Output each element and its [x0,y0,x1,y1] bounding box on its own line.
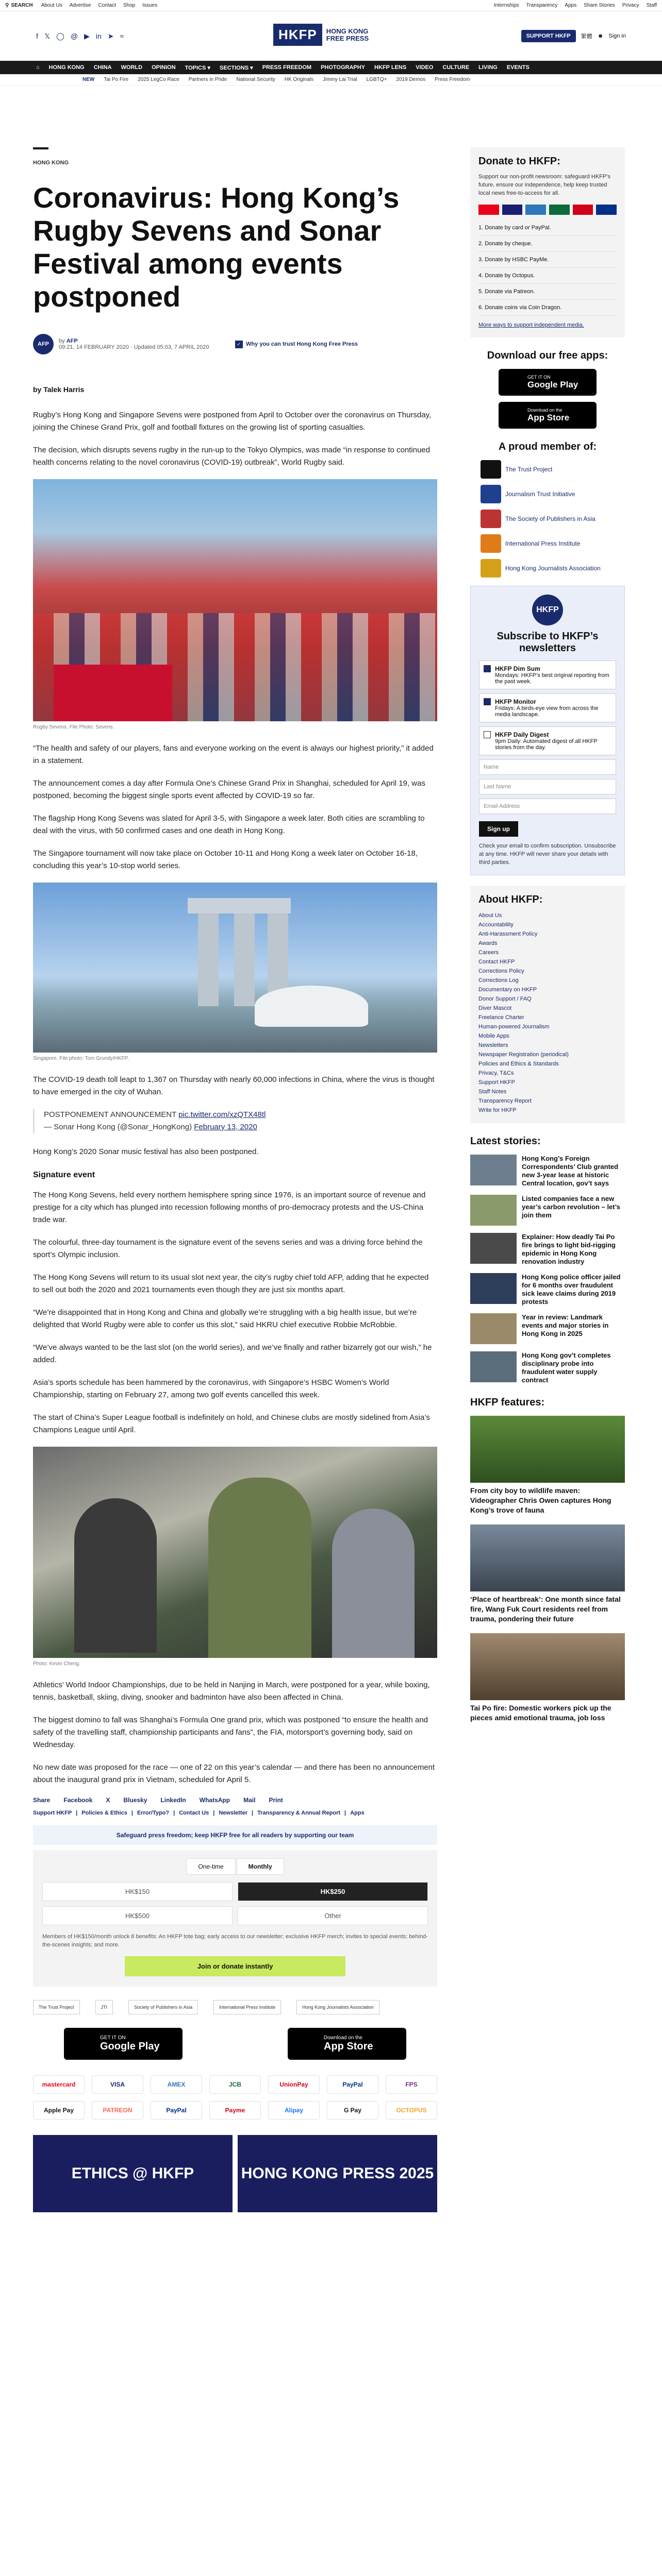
sidebar [470,147,625,1732]
top-nav [41,3,158,8]
last-name-input[interactable]: Last Name [479,779,616,794]
jti-icon [481,485,501,503]
payment-logo: mastercard [33,2075,85,2094]
share-facebook[interactable]: Facebook [63,1797,93,1804]
nav-item[interactable]: EVENTS [506,64,529,71]
linkedin-icon[interactable]: in [95,31,102,40]
sopa-logo[interactable]: Society of Publishers in Asia [128,2000,198,2014]
top-link-share-stories[interactable]: Share Stories [584,3,615,8]
donate-method[interactable]: 3. Donate by HSBC PayMe. [478,252,617,268]
about-link[interactable]: Diver Mascot [478,1005,512,1011]
article [33,147,437,2212]
top-link-apps[interactable]: Apps [565,3,577,8]
nav-item[interactable]: PRESS FREEDOM [262,64,312,71]
share-mail[interactable]: Mail [243,1797,256,1804]
payment-methods [33,2075,437,2120]
donate-method[interactable]: 4. Donate by Octopus. [478,268,617,284]
masked-commuters-photo [33,1447,437,1658]
member-logos [33,2000,437,2014]
nav-home-icon[interactable]: ⌂ [36,64,40,71]
visa-icon [502,205,523,215]
payment-logo: JCB [209,2075,261,2094]
nav-item[interactable]: LIVING [478,64,498,71]
photo-caption: Singapore. File photo: Tom Grundy/HKFP. [33,1056,129,1061]
article-paragraph: Athletics’ World Indoor Championships, due to be held in Nanjing in March, were postponed for a year, while boxing, tennis, basketball, skiing, diving, snooker and badminton have also been affected in China. [33,1681,430,1702]
donate-method[interactable]: 6. Donate coins via Coin Dragon. [478,300,617,316]
footer-link[interactable]: Apps [350,1810,365,1816]
about-link[interactable]: Human-powered Journalism [478,1024,550,1030]
payment-logo: UnionPay [268,2075,320,2094]
person-shape [74,1498,157,1653]
share-label: Share [33,1797,51,1804]
apps-title: Download our free apps: [487,350,608,361]
promo-banners [33,2135,437,2212]
footer-link[interactable]: Support HKFP [33,1810,72,1816]
jti-logo[interactable]: JTI [95,2000,113,2014]
about-link[interactable]: Corrections Log [478,977,519,984]
article-paragraph: The COVID-19 death toll leapt to 1,367 on Thursday with nearly 60,000 infections in China, where the virus is thought to have emerged in the city of Wuhan. [33,1075,435,1096]
tweet-date-link[interactable]: February 13, 2020 [194,1123,257,1131]
share-whatsapp[interactable]: WhatsApp [199,1797,230,1804]
top-link-about[interactable]: About Us [41,3,62,8]
payment-logo: PayPal [327,2075,378,2094]
payment-logo: PayPal [151,2101,202,2120]
tab-monthly[interactable]: Monthly [237,1858,284,1875]
sidebar-app-store-badge[interactable]: Download on the App Store [499,402,597,429]
sopa-icon [481,510,501,528]
about-link[interactable]: Support HKFP [478,1079,515,1086]
article-paragraph: The decision, which disrupts sevens rugby in the run-up to the Tokyo Olympics, was made “in response to continued health concerns relating to the novel coronavirus (COVID-19) outbreak”, World Rugby said. [33,446,431,467]
site-logo[interactable] [273,24,369,46]
payment-logo: FPS [386,2075,437,2094]
about-link[interactable]: Transparency Report [478,1098,532,1104]
logo-text: HONG KONG FREE PRESS [326,27,369,42]
top-right-links [494,3,657,8]
share-print[interactable]: Print [269,1797,283,1804]
article-paragraph: The colourful, three-day tournament is the signature event of the sevens series and was a driving force behind the sport’s Olympic inclusion. [33,1238,423,1259]
story-thumbnail [470,1351,517,1382]
donate-text: Support our non-profit newsroom: safeguard HKFP’s future, ensure our independence, help keep trusted local news free-to-access for all. [478,174,610,196]
trending-link[interactable]: Press Freedom [435,77,470,82]
donate-methods [478,220,617,316]
threads-icon[interactable]: @ [70,31,78,40]
x-icon[interactable]: 𝕏 [44,31,51,40]
about-link[interactable]: Donor Support / FAQ [478,996,532,1002]
flag-shape [54,665,172,721]
article-paragraph: “The health and safety of our players, fans and everyone working on the event is always our highest priority,” it added in a statement. [33,744,434,765]
article-category[interactable]: HONG KONG [33,147,437,166]
latest-story[interactable]: Year in review: Landmark events and major stories in Hong Kong in 2025 [470,1313,625,1344]
about-link[interactable]: Anti-Harassment Policy [478,931,538,937]
social-links [36,32,124,41]
article-footer-links: Support HKFP | Policies & Ethics | Error/Typo? | Contact Us | Newsletter | Transparency & Annual Report | Apps [33,1810,365,1816]
safeguard-banner[interactable]: Safeguard press freedom; keep HKFP free for all readers by supporting our team [33,1825,437,1845]
top-link-issues[interactable]: Issues [142,3,158,8]
search-icon: ⚲ [5,3,9,8]
story-thumbnail [470,1273,517,1304]
tower-shape [234,913,255,1006]
features-title: HKFP features: [470,1397,545,1408]
newsletter-title: Subscribe to HKFP’s newsletters [496,631,599,654]
about-link[interactable]: Newsletters [478,1042,508,1048]
feature-thumbnail [470,1633,625,1700]
about-link[interactable]: Awards [478,940,498,946]
nav-item[interactable]: HONG KONG [48,64,85,71]
photo-caption: Rugby Sevens. File Photo: Sevens. [33,724,114,730]
amount-option[interactable]: HK$150 [42,1882,233,1901]
about-link[interactable]: Contact HKFP [478,959,515,965]
newsletter-option[interactable]: HKFP Dim Sum Mondays: HKFP’s best original reporting from the past week. [479,660,616,689]
article-paragraph: “We’re disappointed that in Hong Kong and China and globally we’re struggling with a big health issue, but we’re delighted that World Rugby were able to confer us this slot,” said HKRU chief executive Robbie McRobbie. [33,1308,417,1329]
tower-shape [198,913,219,1006]
about-link[interactable]: Mobile Apps [478,1033,509,1039]
trending-link[interactable]: Partners in Pride [188,77,227,82]
footer-link[interactable]: Error/Typo? [137,1810,170,1816]
checkbox-checked[interactable] [484,698,491,705]
instagram-icon[interactable]: ◯ [56,31,64,40]
about-link[interactable]: Policies and Ethics & Standards [478,1061,559,1067]
trending-link[interactable]: 2025 LegCo Race [138,77,179,82]
donate-title: Donate to HKFP: [478,156,560,167]
about-link[interactable]: Newspaper Registration (periodical) [478,1052,569,1058]
join-donate-button[interactable]: Join or donate instantly [125,1956,345,1976]
nav-item[interactable]: CULTURE [442,64,470,71]
amount-option[interactable]: HK$500 [42,1906,233,1925]
youtube-icon[interactable]: ▶ [84,31,90,40]
about-link[interactable]: Corrections Policy [478,968,524,974]
payment-logo: OCTOPUS [386,2101,437,2120]
donation-amounts [42,1882,428,1925]
about-box [470,886,625,1123]
nav-item[interactable]: PHOTOGRAPHY [321,64,366,71]
about-links [478,911,617,1115]
article-paragraph: The Hong Kong Sevens, held every northern hemisphere spring since 1976, is an important source of revenue and prestige for a city which has plunged into recession following months of pro-democracy protests and the US-China trade war. [33,1191,426,1224]
payment-logo: Alipay [268,2101,320,2120]
donate-method[interactable]: 1. Donate by card or PayPal. [478,220,617,236]
support-hkfp-button[interactable]: SUPPORT HKFP [521,30,576,42]
article-dates: 09:21, 14 FEBRUARY 2020 · Updated 05:03, 7 APRIL 2020 [59,344,209,350]
donation-widget [33,1850,437,1987]
embedded-tweet: POSTPONEMENT ANNOUNCEMENT pic.twitter.com/xzQTX48tl — Sonar Hong Kong (@Sonar_HongKong) February 13, 2020 [33,1109,437,1133]
amount-option-other[interactable]: Other [238,1906,428,1925]
paypal-icon [596,205,617,215]
donate-box [470,147,625,337]
museum-shape [255,986,368,1027]
main-nav [0,61,662,74]
article-title: Coronavirus: Hong Kong’s Rugby Sevens and Sonar Festival among events postponed [33,181,400,313]
latest-story[interactable]: Explainer: How deadly Tai Po fire brings to light bid-rigging epidemic in Hong Kong renovation industry [470,1233,625,1266]
jcb-icon [549,205,570,215]
feature-story[interactable]: ‘Place of heartbreak’: One month since fatal fire, Wang Fuk Court residents reel from trauma, pondering their future [470,1524,625,1624]
article-paragraph: The Hong Kong Sevens will return to its usual slot next year, the city’s rugby chief told AFP, adding that he expected to sell out both the 2020 and 2021 tournaments even though they are just six months apart. [33,1273,429,1294]
search-link[interactable]: ⚲ SEARCH [5,3,33,8]
story-thumbnail [470,1313,517,1344]
about-link[interactable]: About Us [478,912,502,919]
article-paragraph: No new date was proposed for the race — one of 22 on this year’s calendar — and there has been no announcement about the inaugural grand prix in Vietnam, scheduled for April 5. [33,1763,435,1784]
language-toggle[interactable]: 繁體 [581,33,592,40]
article-paragraph: “We’ve always wanted to be the last slot (on the world series), and we’ve finally and rather bizarrely got our wish,” he added. [33,1343,432,1364]
member-item[interactable]: Hong Kong Journalists Association [481,559,615,578]
newsletter-note: Check your email to confirm subscription. Unsubscribe at any time. HKFP will never share your details with third parties. [479,843,616,866]
nav-item[interactable]: OPINION [152,64,176,71]
checkbox[interactable] [484,731,491,738]
member-item[interactable]: Journalism Trust Initiative [481,485,615,503]
donate-method[interactable]: 2. Donate by cheque. [478,236,617,252]
article-paragraph: The start of China’s Super League football is indefinitely on hold, and Chinese clubs are mostly sidelined from Asia’s Champions League until April. [33,1413,430,1434]
checkbox-checked[interactable] [484,665,491,672]
member-item[interactable]: International Press Institute [481,534,615,553]
feature-thumbnail [470,1416,625,1483]
share-bar [33,1797,437,1804]
app-store-badges [64,2028,406,2060]
singapore-photo [33,883,437,1053]
sidebar-google-play-badge[interactable]: GET IT ON Google Play [499,369,597,396]
ipi-logo[interactable]: International Press Institute [213,2000,281,2014]
feature-thumbnail [470,1524,625,1591]
payment-logo: PATREON [92,2101,143,2120]
trust-project-logo[interactable]: The Trust Project [33,2000,80,2014]
payment-logo: VISA [92,2075,143,2094]
email-input[interactable]: Email Address [479,799,616,814]
article-paragraph: Hong Kong’s 2020 Sonar music festival has also been postponed. [33,1147,259,1156]
latest-story[interactable]: Hong Kong gov’t completes disciplinary probe into fraudulent water supply contract [470,1351,625,1384]
nav-item[interactable]: CHINA [93,64,112,71]
trust-project-icon [481,460,501,479]
top-link-contact[interactable]: Contact [98,3,116,8]
about-link[interactable]: Privacy, T&Cs [478,1070,514,1076]
article-paragraph: The flagship Hong Kong Sevens was slated for April 3-5, with Singapore a week later. Both cities are scrambling to deal with the virus, with 50 confirmed cases and one death in Hong Kong. [33,814,425,835]
telegram-icon[interactable]: ➤ [107,31,114,40]
trending-link[interactable]: LGBTQ+ [366,77,387,82]
sign-in-link[interactable]: Sign in [608,33,626,39]
payment-logo: Payme [209,2101,261,2120]
trending-link[interactable]: HK Originals [284,77,313,82]
feature-story[interactable]: From city boy to wildlife maven: Videographer Chris Owen captures Hong Kong’s trove of fauna [470,1416,625,1515]
logo-mark: HKFP [273,24,322,46]
newsletter-option[interactable]: HKFP Monitor Fridays: A birds-eye view from across the media landscape. [479,693,616,722]
newsletter-badge: HKFP [532,595,563,625]
trending-nav [0,74,662,86]
about-link[interactable]: Freelance Charter [478,1014,524,1021]
article-paragraph: Asia’s sports schedule has been hammered by the coronavirus, with Singapore’s HSBC Women’s World Championship, starting on February 27, among two golf events cancelled this week. [33,1378,389,1399]
article-paragraph: The Singapore tournament will now take place on October 10-11 and Hong Kong a week later on October 16-18, concluding this year’s 10-stop world series. [33,849,418,870]
trust-link[interactable]: ✓ Why you can trust Hong Kong Free Press [235,341,358,348]
member-title: A proud member of: [498,441,597,452]
share-x[interactable]: X [106,1797,110,1804]
mastercard-icon [478,205,499,215]
author-link[interactable]: AFP [66,338,78,344]
feature-story[interactable]: Tai Po fire: Domestic workers pick up the pieces amid emotional trauma, job loss [470,1633,625,1723]
footer-link[interactable]: Contact Us [179,1810,209,1816]
top-link-privacy[interactable]: Privacy [622,3,639,8]
author-avatar: AFP [33,334,54,354]
article-byline: by Talek Harris [33,385,85,394]
top-utility-bar [0,0,662,11]
top-link-advertise[interactable]: Advertise [69,3,91,8]
top-link-transparency[interactable]: Transparency [526,3,558,8]
rss-icon[interactable]: ≈ [120,31,124,40]
member-item[interactable]: The Society of Publishers in Asia [481,510,615,528]
story-thumbnail [470,1233,517,1264]
nav-item[interactable]: VIDEO [416,64,434,71]
skypark-shape [188,898,291,913]
donation-tabs [42,1858,428,1875]
trending-link[interactable]: 2019 Demos [396,77,426,82]
member-item[interactable]: The Trust Project [481,460,615,479]
latest-story[interactable]: Listed companies face a new year’s carbon revolution – let’s join them [470,1195,625,1226]
trust-icon: ✓ [235,341,243,348]
footer-link[interactable]: Newsletter [219,1810,247,1816]
newsletter-option[interactable]: HKFP Daily Digest 9pm Daily: Automated digest of all HKFP stories from the day. [479,726,616,755]
nav-item[interactable]: SECTIONS ▾ [219,64,253,71]
membership-note: Members of HK$150/month unlock 8 benefits: An HKFP tote bag; early access to our newsletter; exclusive HKFP merch; invites to special events; behind-the-scenes insights; and more. [42,1934,428,1948]
trending-link[interactable]: National Security [236,77,275,82]
payment-logo: AMEX [151,2075,202,2094]
article-paragraph: The biggest domino to fall was Shanghai’s Formula One grand prix, which was postponed “to ensure the health and safety of the travelling staff, championship participants and fans”, the FIA, motorsport’s governing body, said on Wednesday. [33,1716,428,1749]
payment-logo: G Pay [327,2101,378,2120]
top-link-staff[interactable]: Staff [646,3,657,8]
top-link-internships[interactable]: Internships [493,3,519,8]
article-paragraph: Rugby’s Hong Kong and Singapore Sevens were postponed from April to October over the coronavirus on Thursday, joining the Chinese Grand Prix, golf and football fixtures on the growing list of sporting casualties. [33,411,432,432]
person-shape [208,1478,311,1658]
share-linkedin[interactable]: LinkedIn [160,1797,186,1804]
payment-logo: Apple Pay [33,2101,85,2120]
app-store-badge[interactable]: Download on the App Store [288,2028,406,2060]
card-logos [478,205,617,215]
latest-title: Latest stories: [470,1136,541,1147]
top-link-shop[interactable]: Shop [123,3,136,8]
footer-link[interactable]: Policies & Ethics [81,1810,127,1816]
facebook-icon[interactable]: f [36,31,38,40]
donate-method[interactable]: 5. Donate via Patreon. [478,284,617,300]
site-header [0,11,662,61]
article-paragraph: The announcement comes a day after Formula One’s Chinese Grand Prix in Shanghai, scheduled for April 19, was postponed, becoming the biggest single sports event affected by COVID-19 so far. [33,779,425,800]
nav-item[interactable]: WORLD [121,64,143,71]
newsletter-signup [470,586,625,875]
new-badge: NEW [82,77,95,82]
ethics-promo[interactable]: ETHICS @ HKFP [33,2135,233,2212]
share-bluesky[interactable]: Bluesky [123,1797,147,1804]
press-freedom-promo[interactable]: HONG KONG PRESS 2025 [238,2135,437,2212]
person-shape [332,1509,415,1658]
story-thumbnail [470,1195,517,1226]
story-thumbnail [470,1155,517,1185]
latest-story[interactable]: Hong Kong’s Foreign Correspondents’ Club granted new 3-year lease at historic Central location, gov’t says [470,1155,625,1188]
about-link[interactable]: Documentary on HKFP [478,987,537,993]
first-name-input[interactable]: Name [479,759,616,775]
amount-option-selected[interactable]: HK$250 [238,1882,428,1901]
google-play-badge[interactable]: GET IT ON Google Play [64,2028,183,2060]
sign-up-button[interactable]: Sign up [479,821,518,837]
photo-caption: Photo: Kevin Cheng. [33,1661,80,1667]
latest-story[interactable]: Hong Kong police officer jailed for 6 months over fraudulent sick leave claims during 2019 protests [470,1273,625,1306]
ipi-icon [481,534,501,553]
author-info: by AFP 09:21, 14 FEBRUARY 2020 · Updated 05:03, 7 APRIL 2020 [59,338,209,350]
hkja-icon [481,559,501,578]
tab-one-time[interactable]: One-time [186,1858,235,1875]
about-link[interactable]: Accountability [478,922,514,928]
footer-link[interactable]: Transparency & Annual Report [257,1810,341,1816]
nav-item[interactable]: TOPICS ▾ [185,64,210,71]
nav-item[interactable]: HKFP LENS [374,64,407,71]
more-ways-link[interactable]: More ways to support independent media. [478,322,584,328]
trending-link[interactable]: Tai Po Fire [104,77,129,82]
rugby-fans-photo [33,479,437,721]
trending-link[interactable]: Jimmy Lai Trial [322,77,357,82]
amex-icon [525,205,546,215]
section-heading: Signature event [33,1171,95,1179]
header-actions [521,30,626,42]
about-link[interactable]: Write for HKFP [478,1107,517,1113]
about-title: About HKFP: [478,894,543,905]
unionpay-icon [573,205,593,215]
about-link[interactable]: Careers [478,950,499,956]
hkja-logo[interactable]: Hong Kong Journalists Association [296,2000,379,2014]
tweet-pic-link[interactable]: pic.twitter.com/xzQTX48tl [178,1110,266,1119]
article-meta [33,334,437,354]
user-icon[interactable]: ☻ [597,33,604,39]
about-link[interactable]: Staff Notes [478,1089,507,1095]
